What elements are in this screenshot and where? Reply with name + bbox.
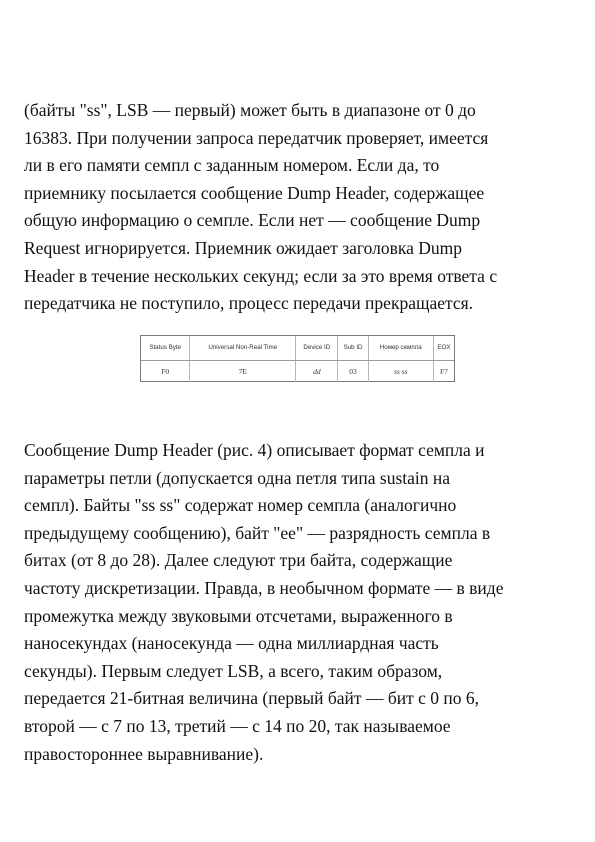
header-status-byte: Status Byte [141, 336, 190, 361]
text-line: 16383. При получении запроса передатчик проверяет, имеется [24, 127, 489, 148]
dump-request-table [140, 335, 455, 382]
text-line: битах (от 8 до 28). Далее следуют три байта, содержащие [24, 550, 453, 571]
value-sub-id: 03 [338, 361, 368, 383]
text-line: семпл). Байты "ss ss" содержат номер семпла (аналогично [24, 495, 457, 516]
text-line: промежутка между звуковыми отсчетами, выраженного в [24, 605, 453, 626]
text-line: ли в его памяти семпл с заданным номером. Если да, то [24, 155, 440, 176]
text-line: предыдущему сообщению), байт "ee" — разрядность семпла в [24, 522, 491, 543]
header-eox: EOX [433, 336, 454, 361]
header-device-id: Device ID [296, 336, 338, 361]
text-line: частоту дискретизации. Правда, в необычном формате — в виде [24, 577, 504, 598]
text-line: Request игнорируется. Приемник ожидает заголовка Dump [24, 237, 463, 258]
value-status-byte: F0 [161, 367, 170, 376]
paragraph-dump-header [24, 437, 584, 768]
text-line: передается 21-битная величина (первый байт — бит с 0 по 6, [24, 688, 479, 709]
table-header-row [141, 336, 454, 361]
text-line: приемнику посылается сообщение Dump Header, содержащее [24, 182, 485, 203]
value-device-id: dd [296, 361, 338, 383]
text-line: секунды). Первым следует LSB, а всего, таким образом, [24, 660, 443, 681]
paragraph-intro [24, 97, 584, 318]
message-format-table [141, 336, 454, 382]
text-line: Header в течение нескольких секунд; если за это время ответа с [24, 265, 498, 286]
header-universal-non-real-time: Universal Non-Real Time [190, 336, 296, 361]
text-line: второй — с 7 по 13, третий — с 14 по 20, так называемое [24, 715, 451, 736]
text-line: передатчика не поступило, процесс передачи прекращается. [24, 293, 474, 314]
value-eox: F7 [433, 361, 454, 383]
text-line: общую информацию о семпле. Если нет — сообщение Dump [24, 210, 481, 231]
text-line: наносекундах (наносекунда — одна миллиардная часть [24, 633, 439, 654]
table-value-row [141, 361, 454, 383]
text-line: Сообщение Dump Header (рис. 4) описывает формат семпла и [24, 440, 485, 460]
text-line: правостороннее выравнивание). [24, 743, 264, 764]
text-line: параметры петли (допускается одна петля типа sustain на [24, 467, 451, 488]
header-sub-id: Sub ID [338, 336, 368, 361]
value-universal-non-real-time: 7E [190, 361, 296, 383]
value-sample-number: ss ss [368, 361, 433, 383]
text-line: (байты "ss", LSB — первый) может быть в диапазоне от 0 до [24, 100, 476, 120]
header-sample-number: Номер семпла [368, 336, 433, 361]
